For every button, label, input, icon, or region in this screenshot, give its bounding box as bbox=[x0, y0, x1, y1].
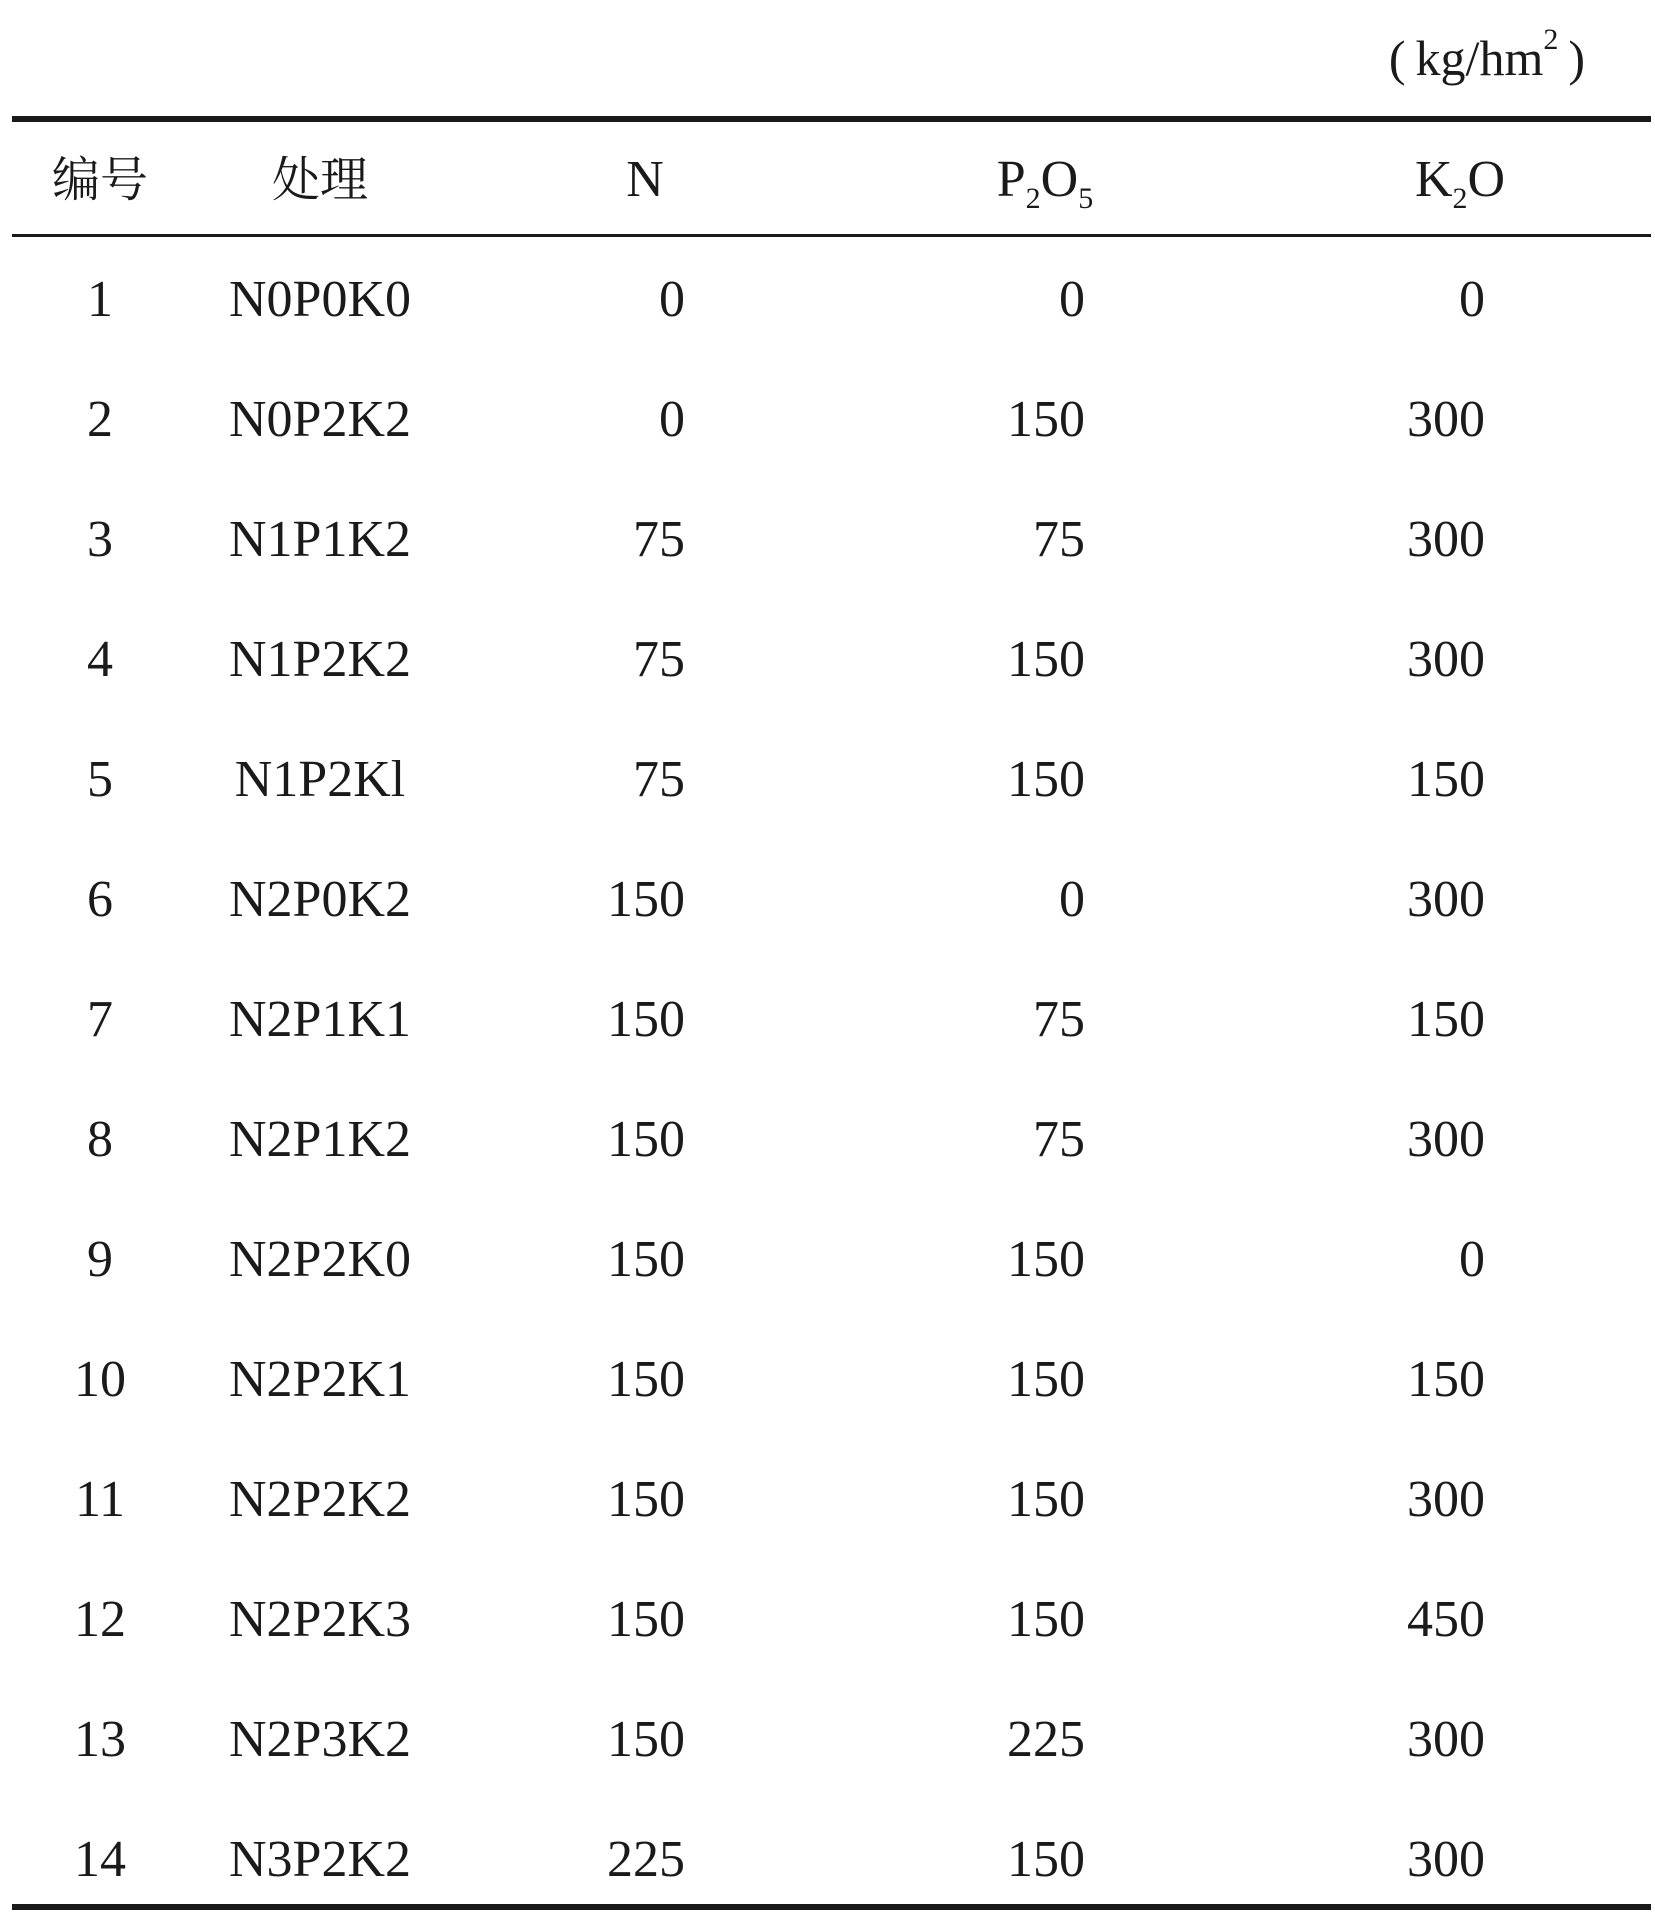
table-row bbox=[0, 720, 1655, 840]
cell-k2o: 300 bbox=[1407, 511, 1485, 568]
cell-p2o5: 0 bbox=[1059, 871, 1085, 928]
cell-p2o5: 150 bbox=[1007, 1351, 1085, 1408]
cell-treatment: N1P2Kl bbox=[234, 751, 406, 808]
cell-id: 7 bbox=[87, 991, 113, 1048]
cell-n: 0 bbox=[659, 271, 685, 328]
cell-p2o5: 225 bbox=[1007, 1711, 1085, 1768]
cell-treatment: N2P2K3 bbox=[228, 1591, 412, 1648]
cell-treatment: N1P2K2 bbox=[228, 631, 412, 688]
cell-p2o5: 75 bbox=[1033, 991, 1085, 1048]
cell-n: 75 bbox=[633, 631, 685, 688]
cell-k2o: 300 bbox=[1407, 1711, 1485, 1768]
cell-treatment: N3P2K2 bbox=[228, 1831, 412, 1888]
cell-n: 150 bbox=[607, 1351, 685, 1408]
cell-id: 6 bbox=[87, 871, 113, 928]
cell-k2o: 300 bbox=[1407, 1471, 1485, 1528]
header-p2o5-sub-5: 5 bbox=[1078, 182, 1094, 215]
cell-n: 150 bbox=[607, 1711, 685, 1768]
header-k2o-k: K bbox=[1414, 151, 1453, 208]
cell-id: 13 bbox=[74, 1711, 126, 1768]
cell-n: 150 bbox=[607, 1111, 685, 1168]
unit-open-paren: ( bbox=[1388, 30, 1406, 86]
table-row bbox=[0, 840, 1655, 960]
unit-label bbox=[1379, 18, 1595, 98]
header-n: N bbox=[626, 151, 664, 208]
cell-treatment: N0P2K2 bbox=[228, 391, 412, 448]
cell-id: 8 bbox=[87, 1111, 113, 1168]
unit-close-paren: ) bbox=[1568, 30, 1585, 86]
header-treatment: 处理 bbox=[271, 152, 368, 208]
table-row bbox=[0, 360, 1655, 480]
cell-p2o5: 150 bbox=[1007, 1231, 1085, 1288]
cell-treatment: N2P3K2 bbox=[228, 1711, 412, 1768]
table-header-rule bbox=[12, 234, 1651, 237]
cell-k2o: 150 bbox=[1407, 991, 1485, 1048]
cell-treatment: N2P1K1 bbox=[228, 991, 412, 1048]
cell-treatment: N1P1K2 bbox=[228, 511, 412, 568]
cell-p2o5: 150 bbox=[1007, 1591, 1085, 1648]
cell-n: 150 bbox=[607, 1231, 685, 1288]
cell-treatment: N2P1K2 bbox=[228, 1111, 412, 1168]
table-row bbox=[0, 600, 1655, 720]
cell-p2o5: 150 bbox=[1007, 631, 1085, 688]
cell-k2o: 300 bbox=[1407, 1111, 1485, 1168]
header-p2o5-sub-2: 2 bbox=[1025, 182, 1041, 215]
cell-k2o: 0 bbox=[1459, 271, 1485, 328]
cell-n: 0 bbox=[659, 391, 685, 448]
table-row bbox=[0, 1080, 1655, 1200]
table-row bbox=[0, 1320, 1655, 1440]
cell-k2o: 150 bbox=[1407, 751, 1485, 808]
cell-p2o5: 75 bbox=[1033, 511, 1085, 568]
cell-id: 2 bbox=[87, 391, 113, 448]
table-row bbox=[0, 240, 1655, 360]
cell-k2o: 300 bbox=[1407, 1831, 1485, 1888]
cell-id: 9 bbox=[87, 1231, 113, 1288]
cell-k2o: 300 bbox=[1407, 871, 1485, 928]
cell-id: 12 bbox=[74, 1591, 126, 1648]
table-header-row bbox=[0, 120, 1655, 240]
cell-id: 3 bbox=[87, 511, 113, 568]
header-p2o5-p: P bbox=[996, 151, 1026, 208]
cell-k2o: 450 bbox=[1407, 1591, 1485, 1648]
cell-p2o5: 150 bbox=[1007, 751, 1085, 808]
table-bottom-rule bbox=[12, 1904, 1651, 1910]
cell-n: 225 bbox=[607, 1831, 685, 1888]
cell-k2o: 0 bbox=[1459, 1231, 1485, 1288]
header-id: 编号 bbox=[51, 152, 148, 208]
cell-id: 14 bbox=[74, 1831, 126, 1888]
table-row bbox=[0, 960, 1655, 1080]
cell-id: 10 bbox=[74, 1351, 126, 1408]
cell-k2o: 150 bbox=[1407, 1351, 1485, 1408]
cell-n: 150 bbox=[607, 1471, 685, 1528]
cell-id: 4 bbox=[87, 631, 113, 688]
table-row bbox=[0, 1200, 1655, 1320]
table-row bbox=[0, 1800, 1655, 1920]
table-row bbox=[0, 480, 1655, 600]
cell-p2o5: 75 bbox=[1033, 1111, 1085, 1168]
cell-treatment: N0P0K0 bbox=[228, 271, 412, 328]
cell-n: 150 bbox=[607, 871, 685, 928]
table-row bbox=[0, 1560, 1655, 1680]
cell-id: 5 bbox=[87, 751, 113, 808]
cell-n: 150 bbox=[607, 991, 685, 1048]
cell-n: 150 bbox=[607, 1591, 685, 1648]
cell-id: 11 bbox=[74, 1471, 126, 1528]
header-k2o bbox=[1380, 120, 1540, 240]
cell-p2o5: 150 bbox=[1007, 391, 1085, 448]
cell-treatment: N2P0K2 bbox=[228, 871, 412, 928]
cell-n: 75 bbox=[633, 511, 685, 568]
cell-p2o5: 150 bbox=[1007, 1471, 1085, 1528]
cell-p2o5: 0 bbox=[1059, 271, 1085, 328]
header-p2o5 bbox=[960, 120, 1130, 240]
cell-treatment: N2P2K0 bbox=[228, 1231, 412, 1288]
table-row bbox=[0, 1680, 1655, 1800]
unit-superscript: 2 bbox=[1543, 23, 1559, 56]
cell-treatment: N2P2K1 bbox=[228, 1351, 412, 1408]
table-row bbox=[0, 1440, 1655, 1560]
unit-text: kg/hm bbox=[1415, 30, 1544, 86]
cell-p2o5: 150 bbox=[1007, 1831, 1085, 1888]
cell-n: 75 bbox=[633, 751, 685, 808]
cell-k2o: 300 bbox=[1407, 391, 1485, 448]
header-p2o5-o: O bbox=[1040, 151, 1079, 208]
header-k2o-o: O bbox=[1467, 151, 1506, 208]
cell-treatment: N2P2K2 bbox=[228, 1471, 412, 1528]
cell-k2o: 300 bbox=[1407, 631, 1485, 688]
cell-id: 1 bbox=[87, 271, 113, 328]
header-k2o-sub-2: 2 bbox=[1452, 182, 1468, 215]
